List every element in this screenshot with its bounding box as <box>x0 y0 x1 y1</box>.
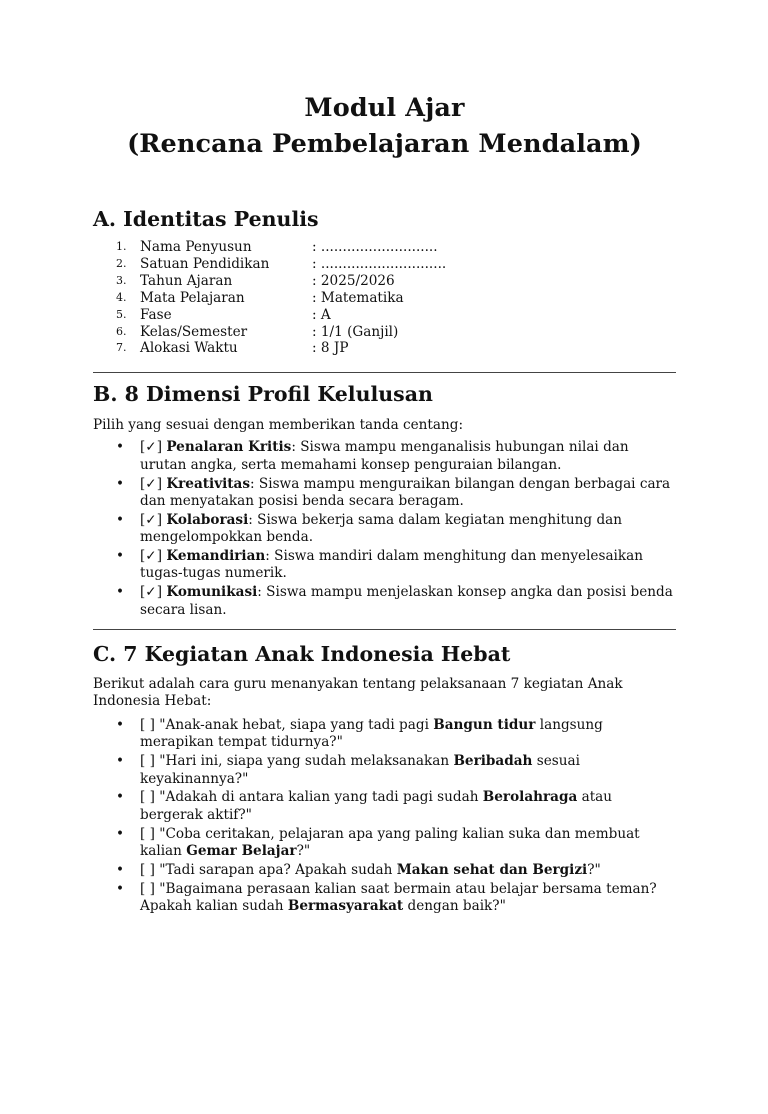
activity-question-list <box>93 717 676 915</box>
question-text: [ ] "Bagaimana perasaan kalian saat bermain atau belajar bersama teman? Apakah kalian sudah <box>140 880 657 914</box>
row-number: 1. <box>116 240 127 253</box>
identity-row <box>93 290 676 307</box>
dimension-description: : Siswa mampu menjelaskan konsep angka dan posisi benda secara lisan. <box>140 584 673 618</box>
row-label: Satuan Pendidikan <box>140 255 270 272</box>
identity-row <box>93 340 676 357</box>
list-item <box>93 717 676 752</box>
identity-row <box>93 307 676 324</box>
list-item <box>93 862 676 879</box>
question-text-end: ?" <box>587 861 601 878</box>
question-text-end: langsung merapikan tempat tidurnya?" <box>140 716 603 751</box>
dimension-term: Penalaran Kritis <box>166 439 292 456</box>
activity-term: Bangun tidur <box>433 716 536 733</box>
section-a-heading: A. Identitas Penulis <box>93 207 319 231</box>
row-value: : ........................... <box>312 239 438 255</box>
profile-dimension-list <box>93 439 676 619</box>
activity-term: Bermasyarakat <box>287 897 404 914</box>
activity-term: Beribadah <box>453 753 533 770</box>
bullet-icon: • <box>116 753 125 770</box>
row-label: Kelas/Semester <box>140 323 248 340</box>
list-item <box>93 584 676 619</box>
bullet-icon: • <box>116 861 125 878</box>
document-page <box>0 90 768 1114</box>
document-title <box>93 90 676 162</box>
list-item <box>93 439 676 474</box>
row-number: 5. <box>116 307 127 321</box>
checkbox-mark: [✓] <box>140 475 167 492</box>
checkbox-mark: [✓] <box>140 547 167 564</box>
section-divider <box>93 372 676 373</box>
question-text-end: atau bergerak aktif?" <box>140 789 613 823</box>
checkbox-mark: [✓] <box>140 511 167 528</box>
question-text: [ ] "Hari ini, siapa yang sudah melaksanakan <box>140 753 454 770</box>
row-number: 7. <box>116 341 127 355</box>
row-number: 2. <box>116 256 127 270</box>
identity-row <box>93 273 676 290</box>
activity-term: Gemar Belajar <box>186 842 297 859</box>
activity-term: Makan sehat dan Bergizi <box>396 861 588 878</box>
dimension-term: Kolaborasi <box>166 511 249 528</box>
identity-row <box>93 256 676 273</box>
question-text: [ ] "Coba ceritakan, pelajaran apa yang paling kalian suka dan membuat kalian <box>140 825 640 859</box>
checkbox-mark: [✓] <box>140 439 167 456</box>
dimension-description: : Siswa bekerja sama dalam kegiatan menghitung dan mengelompokkan benda. <box>140 511 623 546</box>
row-number: 4. <box>116 290 127 304</box>
question-text-end: sesuai keyakinannya?" <box>140 753 580 787</box>
activity-term: Berolahraga <box>482 789 578 806</box>
section-b-heading: B. 8 Dimensi Profil Kelulusan <box>93 382 433 407</box>
section-c-heading: C. 7 Kegiatan Anak Indonesia Hebat <box>93 641 511 666</box>
checkbox-mark: [✓] <box>140 584 167 601</box>
row-value: : 8 JP <box>312 340 349 357</box>
row-value: : 1/1 (Ganjil) <box>312 323 399 340</box>
row-label: Tahun Ajaran <box>140 272 233 289</box>
row-value: : Matematika <box>312 289 404 306</box>
list-item <box>93 512 676 547</box>
dimension-term: Kreativitas <box>166 475 251 492</box>
row-label: Mata Pelajaran <box>140 289 245 306</box>
question-text-end: dengan baik?" <box>403 897 506 914</box>
identity-list <box>93 239 676 357</box>
row-value: : A <box>312 306 331 323</box>
row-label: Alokasi Waktu <box>140 340 238 357</box>
dimension-description: : Siswa mampu menganalisis hubungan nilai dan urutan angka, serta memahami konsep penguraian bilangan. <box>140 439 629 473</box>
bullet-icon: • <box>116 547 125 564</box>
bullet-icon: • <box>116 439 125 456</box>
dimension-description: : Siswa mampu menguraikan bilangan dengan berbagai cara dan menyatakan posisi benda secara beragam. <box>140 475 671 509</box>
identity-row <box>93 324 676 341</box>
bullet-icon: • <box>116 825 125 842</box>
row-label: Nama Penyusun <box>140 239 252 255</box>
title-line-1: Modul Ajar <box>304 93 465 123</box>
list-item <box>93 789 676 824</box>
row-value: : ............................. <box>312 255 447 272</box>
row-value: : 2025/2026 <box>312 272 395 289</box>
list-item <box>93 881 676 916</box>
question-text: [ ] "Tadi sarapan apa? Apakah sudah <box>140 861 397 878</box>
bullet-icon: • <box>116 789 125 806</box>
list-item <box>93 476 676 511</box>
list-item <box>93 753 676 788</box>
section-divider <box>93 629 676 630</box>
row-number: 6. <box>116 324 127 338</box>
question-text: [ ] "Anak-anak hebat, siapa yang tadi pagi <box>140 716 434 733</box>
dimension-term: Kemandirian <box>166 547 266 564</box>
dimension-term: Komunikasi <box>166 584 258 601</box>
title-line-2: (Rencana Pembelajaran Mendalam) <box>127 129 642 159</box>
bullet-icon: • <box>116 511 125 528</box>
question-text: [ ] "Adakah di antara kalian yang tadi pagi sudah <box>140 789 483 806</box>
section-c-intro: Berikut adalah cara guru menanyakan tentang pelaksanaan 7 kegiatan Anak Indonesia Hebat: <box>93 675 623 709</box>
list-item <box>93 548 676 583</box>
list-item <box>93 826 676 861</box>
section-b-intro: Pilih yang sesuai dengan memberikan tanda centang: <box>93 417 464 434</box>
row-number: 3. <box>116 273 127 287</box>
question-text-end: ?" <box>296 842 311 859</box>
bullet-icon: • <box>116 716 125 733</box>
identity-row <box>93 239 676 256</box>
bullet-icon: • <box>116 475 125 492</box>
bullet-icon: • <box>116 880 125 897</box>
bullet-icon: • <box>116 584 125 601</box>
dimension-description: : Siswa mandiri dalam menghitung dan menyelesaikan tugas-tugas numerik. <box>140 547 644 582</box>
row-label: Fase <box>140 306 172 323</box>
